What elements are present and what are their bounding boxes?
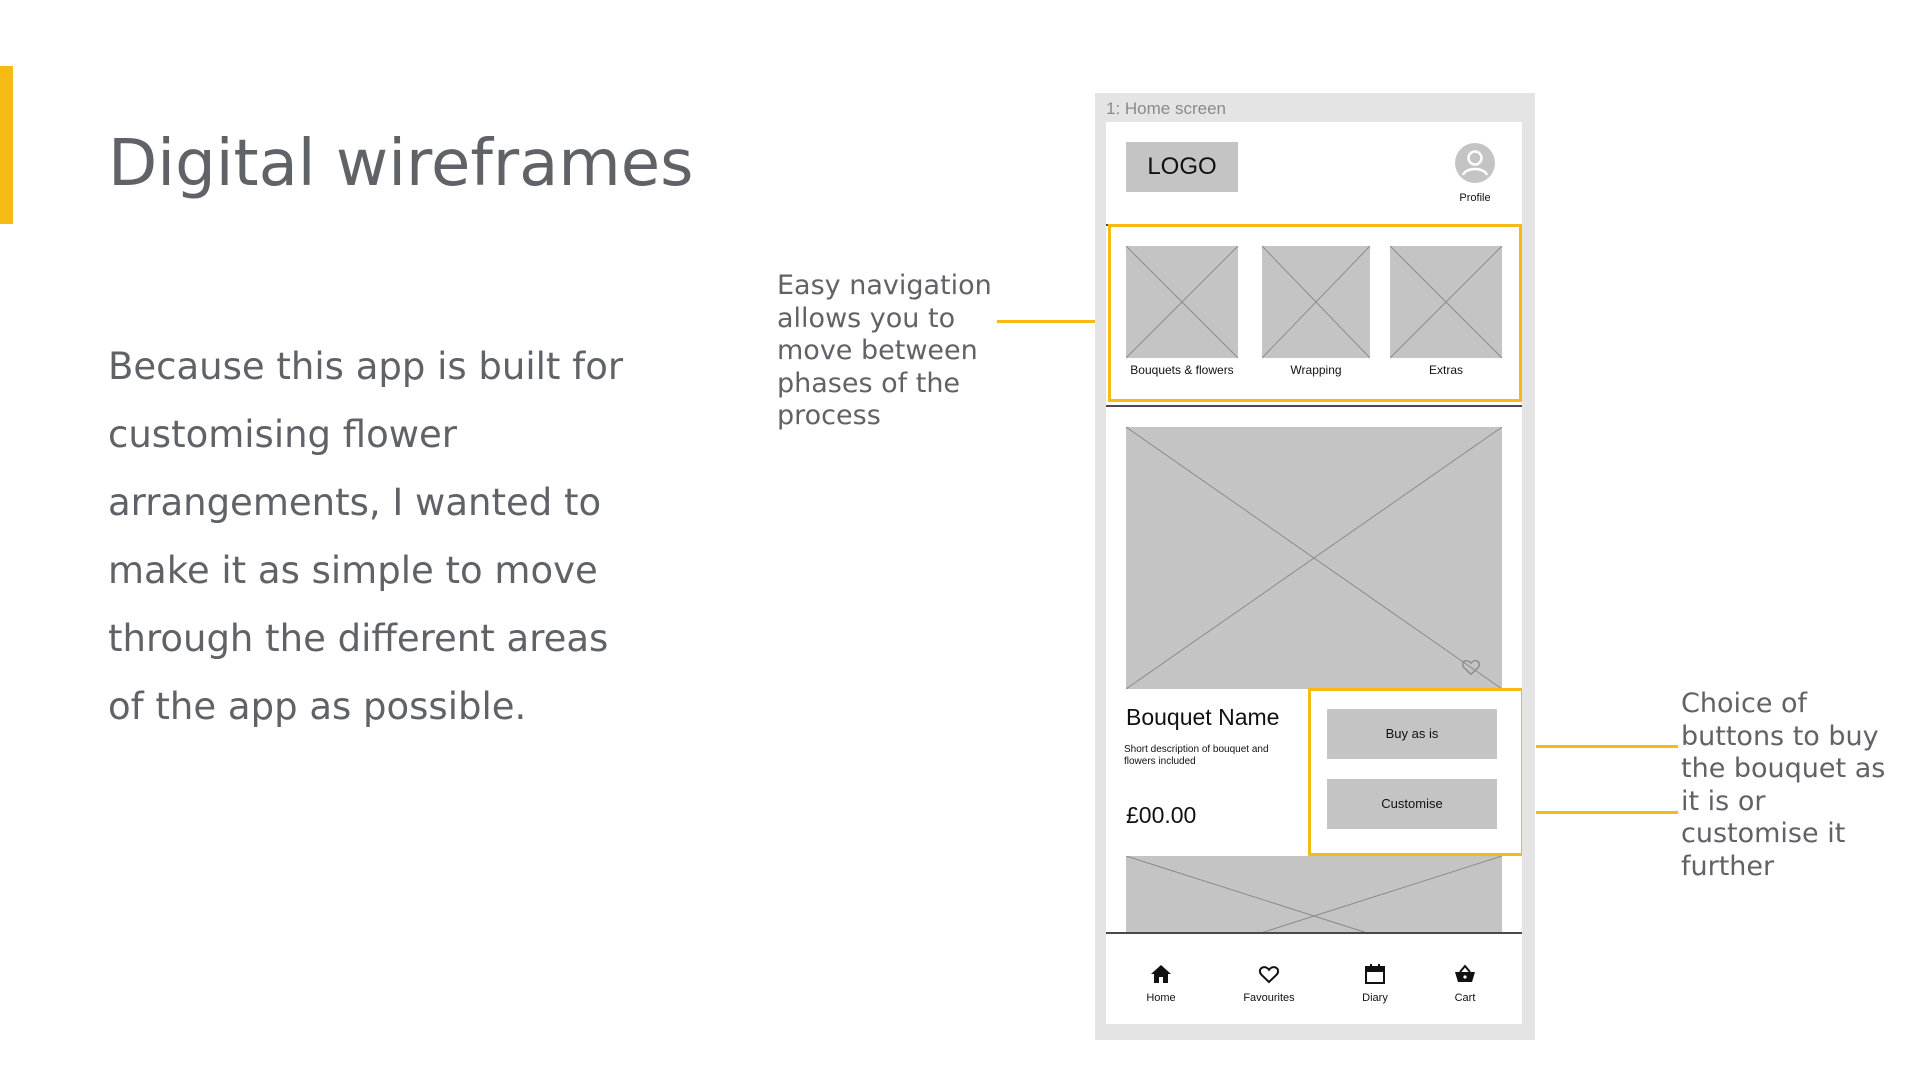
annotation-buttons: Choice of buttons to buy the bouquet as it is or customise it further <box>1681 688 1886 882</box>
category-label-bouquets: Bouquets & flowers <box>1130 363 1234 377</box>
nav-item-home[interactable] <box>1116 962 1206 1004</box>
nav-item-diary[interactable] <box>1330 962 1420 1004</box>
nav-label-favourites: Favourites <box>1243 992 1295 1004</box>
product-price: £00.00 <box>1126 802 1197 828</box>
nav-label-home: Home <box>1146 992 1176 1004</box>
annotation-navigation: Easy navigation allows you to move between phases of the process <box>777 270 992 431</box>
user-circle-icon[interactable] <box>1454 142 1496 184</box>
slide-body-text: Because this app is built for customising flower arrangements, I wanted to make it as simple to move through the different areas of the app as possible. <box>108 345 624 728</box>
connector-customise-button <box>1536 811 1678 814</box>
product-image[interactable] <box>1126 427 1502 689</box>
buy-as-is-button[interactable]: Buy as is <box>1327 709 1497 759</box>
category-divider <box>1106 405 1522 407</box>
bottom-nav-divider <box>1106 932 1522 934</box>
product-name: Bouquet Name <box>1126 704 1280 730</box>
category-label-extras: Extras <box>1428 363 1463 377</box>
basket-icon <box>1453 962 1477 986</box>
nav-label-cart: Cart <box>1454 992 1476 1004</box>
nav-label-diary: Diary <box>1362 992 1388 1004</box>
slide-title: Digital wireframes <box>108 127 694 201</box>
category-label-wrapping: Wrapping <box>1290 363 1342 377</box>
highlight-category-nav <box>1108 224 1522 402</box>
product-description: Short description of bouquet and flowers included <box>1124 744 1269 767</box>
highlight-buttons <box>1308 688 1522 856</box>
bottom-navigation <box>1106 932 1522 1024</box>
phone-screen <box>1106 122 1522 1024</box>
logo-placeholder: LOGO <box>1126 142 1238 192</box>
home-icon <box>1149 962 1173 986</box>
nav-item-favourites[interactable] <box>1224 962 1314 1004</box>
heart-outline-icon[interactable] <box>1460 656 1482 678</box>
frame-label: 1: Home screen <box>1106 99 1226 118</box>
heart-icon <box>1257 962 1281 986</box>
connector-buy-button <box>1536 745 1678 748</box>
calendar-icon <box>1363 962 1387 986</box>
image-placeholder-cross <box>1126 427 1502 689</box>
accent-bar <box>0 66 13 224</box>
nav-item-cart[interactable] <box>1420 962 1510 1004</box>
profile-label: Profile <box>1459 192 1491 204</box>
customise-button[interactable]: Customise <box>1327 779 1497 829</box>
